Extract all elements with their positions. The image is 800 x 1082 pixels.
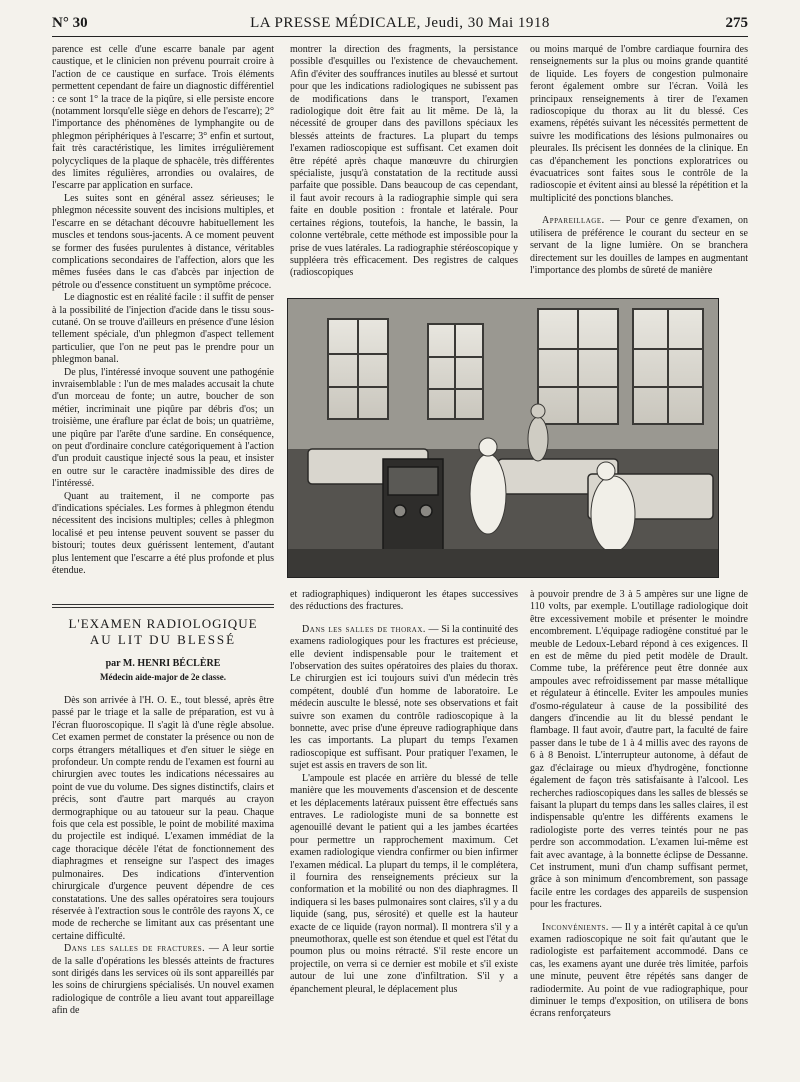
paragraph: Quant au traitement, il ne comporte pas d'indications spéciales. Les formes à phlegmon étendu nécessitent des incisions multiples; celles à phlegmon localisé et peu intense peuvent souvent se passer du bistouri; toutes deux guérissent lentement, d'autant plus lentement que l'escarre a été plus profonde et plus étendue. bbox=[52, 490, 274, 577]
article-author: par M. HENRI BÉCLÈRE bbox=[105, 658, 221, 669]
paragraph: parence est celle d'une escarre banale par agent caustique, et le clinicien non prévenu pourrait croire à l'action de ce caustique en surface. Trois éléments permettent cependant de faire un diagnostic différentiel : ce sont 1° la trace de la piqûre, si elle persiste encore (notamment lorsqu'elle siège en dehors de l'escarre); 2° l'importance des phénomènes de lymphangite ou de phlegmon périphériques à l'escarre; 3° enfin et surtout, fait très caractéristique, les limites irrégulièrement polycycliques de la plaque de sphacèle, très différentes des limites régulières, arrondies ou ovalaires, de l'escarre par application en surface. bbox=[52, 44, 274, 192]
paragraph bbox=[530, 922, 748, 1021]
article-heading bbox=[52, 616, 274, 682]
article-separator bbox=[52, 604, 274, 605]
section-heading-fractures: Dans les salles de fractures. bbox=[64, 943, 206, 955]
paragraph: Le diagnostic est en réalité facile : il suffit de penser à la possibilité de l'injection d'acide dans le tissu sous-cutané. On se trouve d'ailleurs en présence d'une lésion tellement spéciale, d'un phlegmon d'aspect tellement particulier, que l'on ne peut pas le prendre pour un phlegmon banal. bbox=[52, 292, 274, 366]
paragraph: à pouvoir prendre de 3 à 5 ampères sur une ligne de 110 volts, par exemple. L'outillage radiologique doit être excessivement mobile et présenter le moindre encombrement. L'équipage radiogène constitué par le meuble de Ledoux-Lebard répond à ces exigences. Il en est de même du pied petit modèle de Drault. Comme tube, la préférence peut être donnée aux ampoules avec refroidissement par masse métallique et régulateur à étincelle. Eviter les ampoules munies d'osmo-régulateur à cause de la possibilité des dangers d'incendie au lit du blessé pendant le flambage. Il faut avoir, d'autre part, la faculté de faire passer dans le tube de 1 à 4 millis avec des rayons de 6 à 8 Benoist. L'interrupteur autonome, à défaut de gaz d'éclairage ou mieux d'hydrogène, fonctionne également de façon très satisfaisante à l'alcool. Les recherches radioscopiques dans les salles de blessés se faisant la plupart du temps dans les salles claires, il est indispensable qu'entre les différents examens le radiologiste porte des verres teintés pour ne pas perdre son accommodation. L'examen lui-même est fait avec avantage, à la bonnette éclipse de Dessanne. Cet instrument, muni d'un champ suffisant permet, grâce à son minimum d'encombrement, son passage facile entre les cordages des appareils de suspension pour les fractures. bbox=[530, 589, 748, 911]
paragraph: Dès son arrivée à l'H. O. E., tout blessé, après être passé par le triage et la salle de préparation, est vu à l'écran fluoroscopique. Il s'agit là d'une règle absolue. Cet examen permet de constater la présence ou non de corps étrangers métalliques et d'en situer le siège en profondeur. Un compte rendu de l'examen est fourni au chirurgien avec toutes les indications nécessaires au point de vue du volume. Des signes distinctifs, clairs et précis, sont d'autre part marqués au crayon dermographique ou au tatoueur sur la peau. Chaque fois que cela est possible, le point de mobilité maxima du projectile est indiqué. L'examen immédiat de la cage thoracique décèle l'état de fonctionnement des diaphragmes et renseigne sur l'aspect des images pulmonaires. Des indications d'intervention chirurgicale d'urgence peuvent dépendre de ces constatations. Une des salles opératoires sera toujours réservée à l'extraction sous le contrôle des rayons X, ce mode de recherche se limitant aux cas présentant une certaine difficulté. bbox=[52, 695, 274, 942]
header-rule bbox=[52, 36, 748, 37]
column-1-bottom bbox=[52, 695, 274, 1018]
journal-title: LA PRESSE MÉDICALE, Jeudi, 30 Mai 1918 bbox=[250, 15, 550, 31]
column-1-top bbox=[52, 44, 274, 577]
column-2-bottom bbox=[290, 589, 518, 996]
article-title-line-1: L'EXAMEN RADIOLOGIQUE bbox=[68, 616, 258, 631]
section-heading-thorax: Dans les salles de thorax. bbox=[302, 623, 426, 635]
article-author-role: Médecin aide-major de 2e classe. bbox=[99, 672, 227, 682]
column-2-top bbox=[290, 44, 518, 280]
paragraph: montrer la direction des fragments, la persistance possible d'esquilles ou l'existence de chevauchement. Afin d'éviter des souffrances inutiles au blessé et surtout pour que les indications radiologiques ne subissent pas de modifications dans le transport, l'examen radiologique doit être fait au lit même. De là, la nécessité de grouper dans des pavillons spéciaux les blessés atteints de fractures. La plupart du temps l'examen radioscopique est suffisant. Cet examen doit être répété après chaque manœuvre du chirurgien spécialiste, jusqu'à constatation de la rectitude aussi parfaite que possible. Dans beaucoup de cas cependant, il faut avoir recours à la radiographie simple qui sera faite en double position : frontale et latérale. Pour certaines régions, toutefois, la hanche, le bassin, la colonne vertébrale, cette méthode est impossible pour la prise de vues latérales. La radiographie stéréoscopique y suppléera très efficacement. Des registres de calques (radioscopiques bbox=[290, 44, 518, 279]
window-left bbox=[328, 319, 388, 419]
x-ray-apparatus bbox=[383, 459, 443, 554]
paragraph bbox=[290, 624, 518, 773]
paragraph-text: — Pour ce genre d'examen, on utilisera de préférence le courant du secteur en se servant de la ligne lumière. On se branchera directement sur les douilles de lampes en augmentant l'importance des plombs de sûreté de manière bbox=[530, 215, 748, 276]
article-separator bbox=[52, 607, 274, 608]
column-3-bottom bbox=[530, 589, 748, 1021]
column-3-top bbox=[530, 44, 748, 277]
window-center bbox=[428, 324, 483, 419]
paragraph: et radiographiques) indiqueront les étapes successives des réductions des fractures. bbox=[290, 589, 518, 613]
hospital-ward-photograph bbox=[287, 298, 719, 578]
issue-number: N° 30 bbox=[52, 15, 88, 31]
paragraph bbox=[52, 943, 274, 1017]
section-heading-inconvenients: Inconvénients. bbox=[542, 921, 609, 933]
paragraph: L'ampoule est placée en arrière du blessé de telle manière que les mouvements d'ascension et de descente et les déplacements latéraux puissent être effectués sans entraves. Le radiologiste muni de sa bonnette est agenouillé devant le patient qui a les jambes écartées pour permettre un rapprochement maximum. Cet examen radiologique viendra confirmer ou bien infirmer l'examen médical. La plupart du temps, il le complétera, il fournira des renseignements précieux sur la conformation et la mobilité ou non des diaphragmes. Il indiquera si les bases pulmonaires sont claires, s'il y a du liquide (sang, pus, sérosité) et quelle est la hauteur exacte de ce liquide (rayon normal). Il montrera s'il y a pneumothorax, quelle est son étendue et quel est l'état du poumon plus ou moins rétracté. S'il reste encore un projectile, on verra si ce dernier est mobile et s'il existe autour de lui une zone d'infiltration. S'il y a épanchement pleural, le déplacement plus bbox=[290, 772, 518, 995]
paragraph-text: — Si la continuité des examens radiologiques pour les fractures est précieuse, elle devient indispensable pour le traitement et l'observation des suites opératoires des plaies du thorax. Le chirurgien est ici toujours suivi d'un médecin très compétent, doublé d'un homme de laboratoire. Le médecin ausculte le blessé, note ses observations et fait suivre son examen du contrôle radioscopique à la bonnette, avec prise d'une épreuve radiographique dans les cas importants. La plupart du temps l'examen radioscopique est suffisant. Pour pratiquer l'examen, le sujet est assis en travers de son lit. bbox=[290, 623, 518, 772]
page-number: 275 bbox=[725, 15, 748, 31]
page-header bbox=[52, 12, 748, 34]
paragraph-text: — A leur sortie de la salle d'opérations les blessés atteints de fractures sont dirigés dans les services où ils sont appareillés par les soins de chirurgiens spécialisés. Un nouvel examen radiologique de contrôle a lieu avant tout appareillage afin de bbox=[52, 943, 274, 1017]
paragraph bbox=[530, 215, 748, 277]
article-title-line-2: AU LIT DU BLESSÉ bbox=[89, 632, 237, 647]
paragraph: ou moins marqué de l'ombre cardiaque fournira des renseignements sur la plus ou moins grande quantité de liquide. Les foyers de congestion pulmonaire feront également ombre sur l'écran. Voilà les principaux renseignements à tirer de l'examen radioscopique du thorax au lit du blessé. Ces examens, répétés suivant les nécessités permettent de suivre les modifications des lésions pulmonaires ou pleurales. Ils précisent les données de la clinique. En cas d'épanchement les ponctions exploratrices ou évacuatrices sont faites sous le contrôle de la radioscopie et évitent ainsi au blessé la répétition et la multiplicité des ponctions blanches. bbox=[530, 44, 748, 204]
paragraph: De plus, l'intéressé invoque souvent une pathogénie invraisemblable : l'un de mes malades accusait la chute d'un morceau de fonte; un autre, boucher de son métier, incriminait une piqûre par débris d'os; un troisième, une éraflure par éclat de bois; un quatrième, une piqûre par l'arête d'une sardine. En conséquence, on peut d'ordinaire conclure catégoriquement à l'action d'un produit caustique injecté sous la peau, et insister en outre sur le caractère inadmissible des dires de l'intéressé. bbox=[52, 366, 274, 490]
paragraph: Les suites sont en général assez sérieuses; le phlegmon nécessite souvent des incisions multiples, et l'escarre en se détachant découvre habituellement les muscles et tendons sous-jacents. A ce moment peuvent se former des fusées purulentes à distance, véritables complications secondaires de l'affection, alors que les mêmes fusées dans le cas d'abcès par injection de pétrole ou d'essence constituent un symptôme précoce. bbox=[52, 192, 274, 291]
ward-photo-illustration bbox=[288, 299, 718, 577]
section-heading-appareillage: Appareillage. bbox=[542, 215, 605, 227]
paragraph-text: — Il y a intérêt capital à ce qu'un examen radioscopique ne soit fait qu'autant que le radiologiste est parfaitement accommodé. Dans ce cas, les examens ayant une durée très limitée, parfois une minute, peuvent être répétés sans danger de radiodermite. Au point de vue radiographique, pour diminuer le temps d'exposition, on utilisera de bons écrans renforçateurs bbox=[530, 921, 748, 1020]
